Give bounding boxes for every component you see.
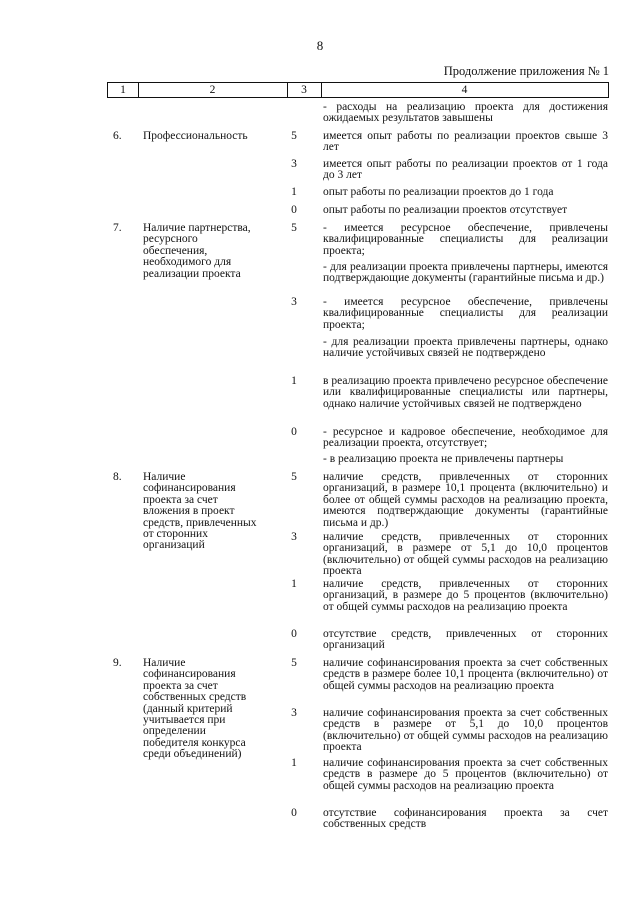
continuation-caption: Продолжение приложения № 1 bbox=[443, 64, 609, 78]
criterion-number: 7. bbox=[113, 222, 122, 234]
score-description: опыт работы по реализации проектов до 1 года bbox=[323, 186, 554, 198]
header-col-1: 1 bbox=[108, 83, 139, 97]
score: 1 bbox=[291, 375, 297, 387]
score-description: - имеется ресурсное обеспечение, привлечены квалифицированные специалисты для реализации проекта; bbox=[323, 222, 608, 257]
score-description: отсутствие средств, привлеченных от сторонних организаций bbox=[323, 628, 608, 652]
header-col-2: 2 bbox=[138, 83, 288, 97]
score: 3 bbox=[291, 707, 297, 719]
criterion-name: Наличие софинансирования проекта за счет вложения в проект средств, привлеченных от сторонних организаций bbox=[143, 471, 257, 552]
score-description: - для реализации проекта привлечены партнеры, однако наличие устойчивых связей не подтверждено bbox=[323, 336, 608, 360]
score: 5 bbox=[291, 130, 297, 142]
score-description: наличие софинансирования проекта за счет собственных средств в размере более 10,1 процента (включительно) от общей суммы расходов на реализацию проекта bbox=[323, 657, 608, 692]
score: 5 bbox=[291, 222, 297, 234]
carry-over-text: - расходы на реализацию проекта для достижения ожидаемых результатов завышены bbox=[323, 101, 608, 125]
score: 3 bbox=[291, 296, 297, 308]
score: 3 bbox=[291, 158, 297, 170]
criterion-name: Профессиональность bbox=[143, 130, 248, 142]
score-description: наличие средств, привлеченных от сторонних организаций, в размере 10,1 процента (включительно) и более от общей суммы расходов на реализацию проекта, имеются подтверждающие документы (гарантийные письма и др.) bbox=[323, 471, 608, 529]
score-description: в реализацию проекта привлечено ресурсное обеспечение или квалифицированные специалисты или партнеры, однако наличие устойчивых связей не подтверждено bbox=[323, 375, 608, 410]
score: 5 bbox=[291, 471, 297, 483]
criterion-number: 8. bbox=[113, 471, 122, 483]
score-description: наличие средств, привлеченных от сторонних организаций, в размере до 5 процентов (включительно) от общей суммы расходов на реализацию проекта bbox=[323, 578, 608, 613]
score-description: - имеется ресурсное обеспечение, привлечены квалифицированные специалисты для реализации проекта; bbox=[323, 296, 608, 331]
score-description: - в реализацию проекта не привлечены партнеры bbox=[323, 453, 564, 465]
score-description: - ресурсное и кадровое обеспечение, необходимое для реализации проекта, отсутствует; bbox=[323, 426, 608, 450]
score: 1 bbox=[291, 186, 297, 198]
score: 0 bbox=[291, 807, 297, 819]
score-description: наличие средств, привлеченных от сторонних организаций, в размере от 5,1 до 10,0 процентов (включительно) от общей суммы расходов на реализацию проекта bbox=[323, 531, 608, 578]
criterion-number: 6. bbox=[113, 130, 122, 142]
header-col-4: 4 bbox=[461, 84, 468, 96]
header-col-3: 3 bbox=[287, 83, 322, 97]
score: 0 bbox=[291, 204, 297, 216]
score-description: наличие софинансирования проекта за счет собственных средств в размере от 5,1 до 10,0 процентов (включительно) от общей суммы расходов на реализацию проекта bbox=[323, 707, 608, 754]
score: 1 bbox=[291, 757, 297, 769]
criterion-name: Наличие софинансирования проекта за счет собственных средств (данный критерий учитывается при определении победителя конкурса среди объединений) bbox=[143, 657, 247, 761]
score-description: имеется опыт работы по реализации проектов свыше 3 лет bbox=[323, 130, 608, 154]
score-description: - для реализации проекта привлечены партнеры, имеются подтверждающие документы (гарантийные письма и др.) bbox=[323, 261, 608, 285]
score: 0 bbox=[291, 426, 297, 438]
page-number: 8 bbox=[316, 38, 324, 53]
criterion-name: Наличие партнерства, ресурсного обеспечения, необходимого для реализации проекта bbox=[143, 222, 251, 280]
score: 5 bbox=[291, 657, 297, 669]
score: 0 bbox=[291, 628, 297, 640]
score: 3 bbox=[291, 531, 297, 543]
criterion-number: 9. bbox=[113, 657, 122, 669]
table-header bbox=[107, 82, 609, 98]
score-description: отсутствие софинансирования проекта за счет собственных средств bbox=[323, 807, 608, 831]
score-description: опыт работы по реализации проектов отсутствует bbox=[323, 204, 568, 216]
score: 1 bbox=[291, 578, 297, 590]
score-description: наличие софинансирования проекта за счет собственных средств в размере до 5 процентов (включительно) от общей суммы расходов на реализацию проекта bbox=[323, 757, 608, 792]
score-description: имеется опыт работы по реализации проектов от 1 года до 3 лет bbox=[323, 158, 608, 182]
